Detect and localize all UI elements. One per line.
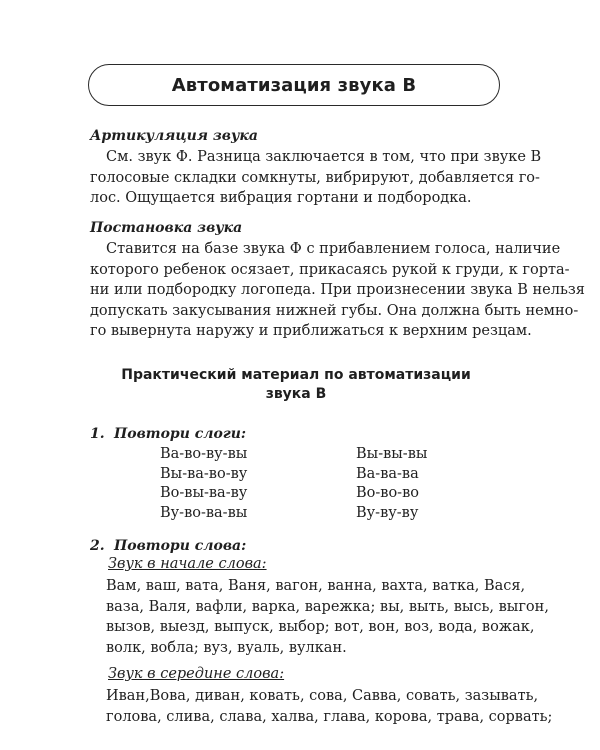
- text-line: См. звук Ф. Разница заключается в том, что при звуке В: [106, 149, 542, 165]
- word-start-heading: Звук в начале слова:: [108, 556, 267, 572]
- text-line: ни или подбородку логопеда. При произнесении звука В нельзя: [90, 282, 585, 298]
- page-title: Автоматизация звука В: [171, 74, 417, 96]
- syllable-item: Ву-во-ва-вы: [160, 504, 248, 521]
- syllables-left-column: [160, 445, 247, 523]
- word-line: волк, вобла; вуз, вуаль, вулкан.: [106, 639, 347, 656]
- word-line: вызов, выезд, выпуск, выбор; вот, вон, воз, вода, вожак,: [106, 619, 535, 635]
- word-line: Вам, ваш, вата, Ваня, вагон, ванна, вахта, ватка, Вася,: [106, 578, 526, 594]
- word-line: Иван,Вова, диван, ковать, сова, Савва, совать, зазывать,: [106, 688, 539, 704]
- articulation-paragraph: [90, 147, 542, 209]
- title-box: [88, 64, 500, 106]
- word-start-list: [106, 576, 549, 658]
- syllables-right-column: [356, 445, 427, 523]
- articulation-heading: Артикуляция звука: [90, 128, 258, 144]
- word-middle-heading: Звук в середине слова:: [108, 666, 285, 682]
- word-line: голова, слива, слава, халва, глава, корова, трава, сорвать;: [106, 708, 553, 725]
- exercise-label: Повтори слоги:: [114, 426, 247, 442]
- practice-heading: [90, 366, 502, 404]
- syllable-item: Ву-ву-ву: [356, 504, 419, 521]
- syllable-item: Вы-вы-вы: [356, 446, 428, 462]
- exercise-2-heading: [90, 538, 246, 554]
- text-line: которого ребенок осязает, прикасаясь рукой к груди, к горта-: [90, 261, 570, 278]
- syllable-item: Ва-во-ву-вы: [160, 446, 248, 462]
- exercise-number: 2.: [90, 538, 105, 554]
- word-middle-list: [106, 686, 553, 727]
- text-line: го вывернута наружу и приближаться к верхним резцам.: [90, 323, 532, 339]
- syllable-item: Вы-ва-во-ву: [160, 465, 248, 482]
- practice-heading-line: Практический материал по автоматизации: [121, 367, 471, 383]
- exercise-1-heading: [90, 426, 246, 442]
- exercise-number: 1.: [90, 426, 105, 442]
- syllable-item: Ва-ва-ва: [356, 465, 419, 482]
- text-line: лос. Ощущается вибрация гортани и подбородка.: [90, 190, 472, 206]
- text-line: голосовые складки сомкнуты, вибрируют, добавляется го-: [90, 169, 540, 186]
- setting-heading: Постановка звука: [90, 220, 243, 236]
- syllable-item: Во-во-во: [356, 485, 419, 501]
- exercise-label: Повтори слова:: [114, 538, 247, 554]
- setting-paragraph: [90, 239, 585, 342]
- text-line: Ставится на базе звука Ф с прибавлением голоса, наличие: [106, 241, 561, 257]
- syllable-item: Во-вы-ва-ву: [160, 485, 248, 501]
- word-line: ваза, Валя, вафли, варка, варежка; вы, выть, высь, выгон,: [106, 598, 549, 615]
- practice-heading-line: звука В: [265, 386, 327, 402]
- text-line: допускать закусывания нижней губы. Она должна быть немно-: [90, 302, 579, 319]
